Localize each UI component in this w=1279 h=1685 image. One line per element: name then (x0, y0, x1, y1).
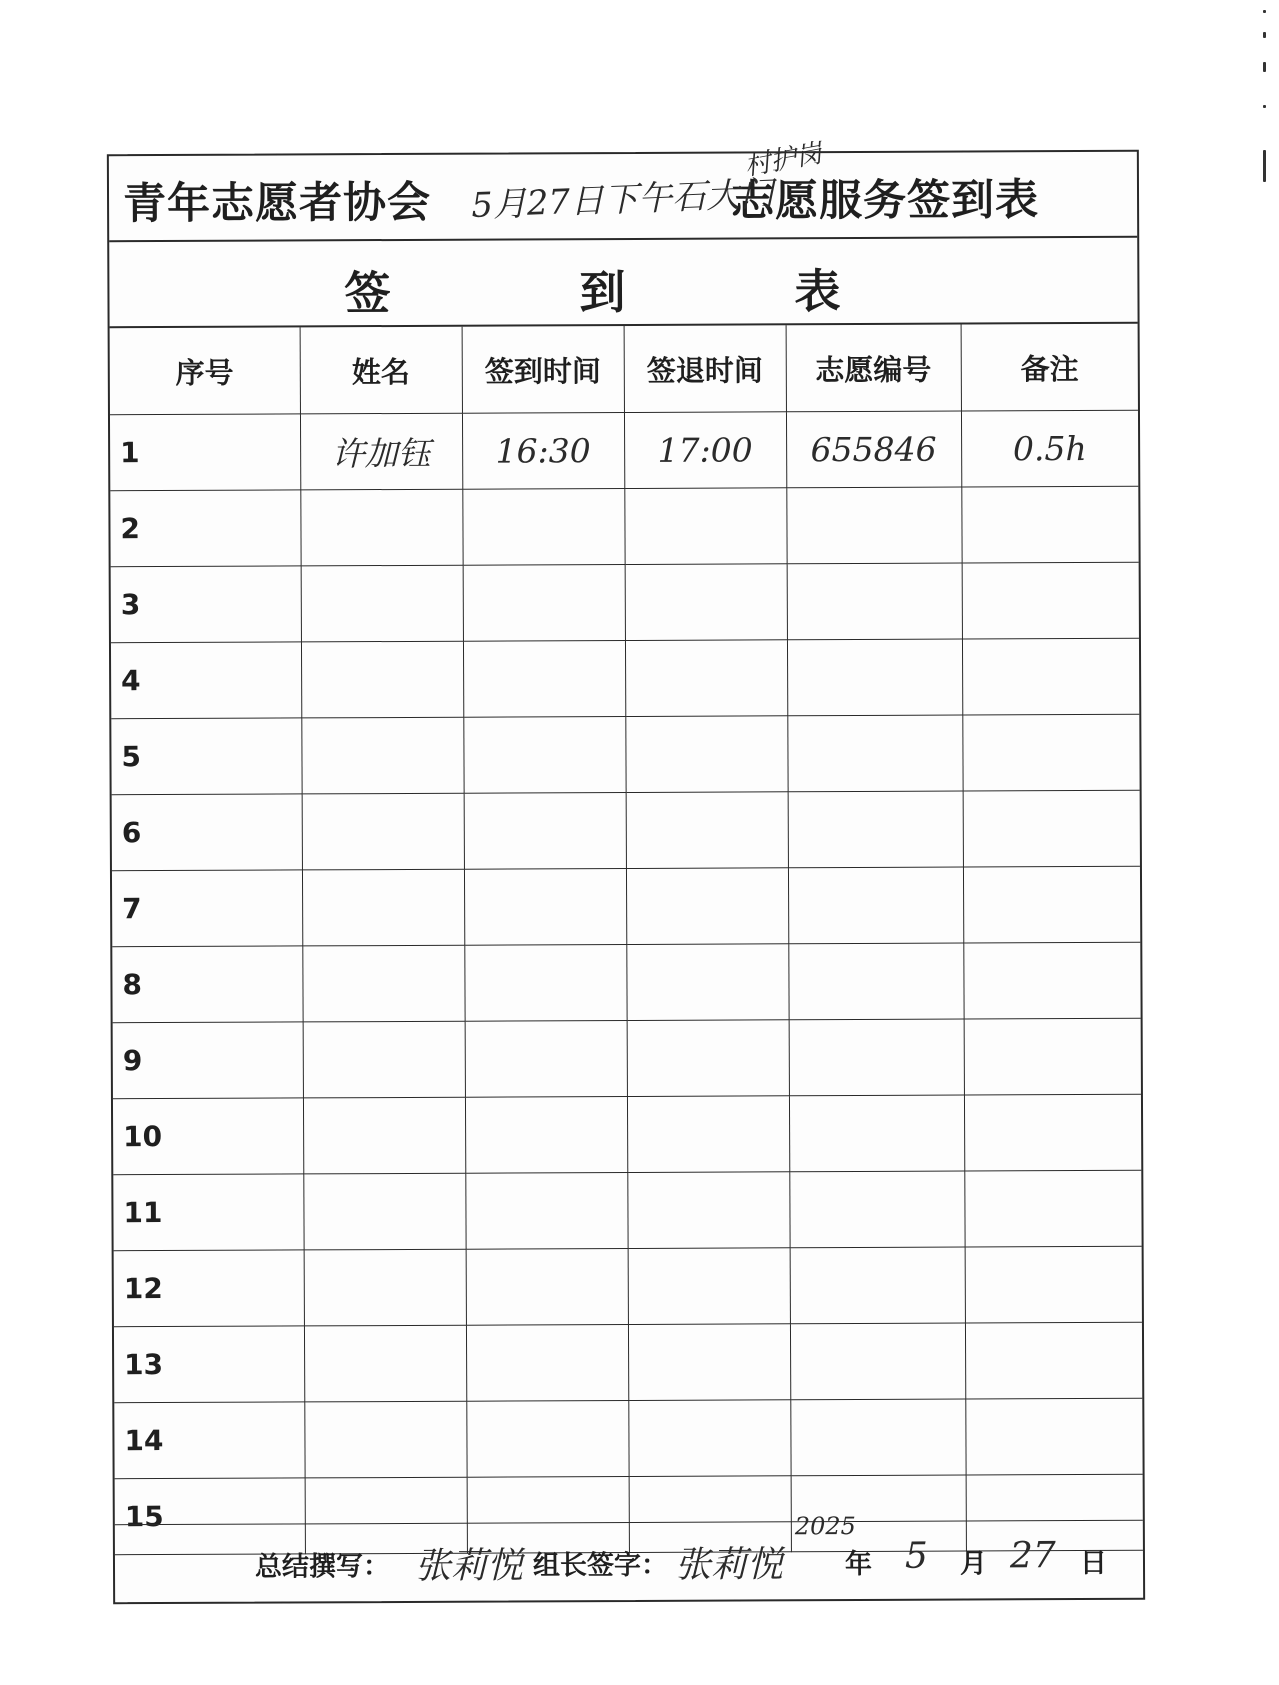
cell-sign-in-time (465, 1172, 627, 1249)
cell-sign-in-time (463, 717, 625, 794)
cell-sign-out-time-text (627, 982, 788, 983)
col-header-index: 序号 (110, 327, 300, 414)
cell-sign-in-time-text (467, 1362, 628, 1363)
month-value: 5 (904, 1535, 928, 1577)
cell-note-text (963, 676, 1139, 677)
cell-volunteer-id (786, 487, 961, 564)
cell-index: 3 (111, 566, 301, 643)
cell-volunteer-id (787, 639, 962, 716)
cell-note (961, 410, 1138, 487)
cell-name-text (302, 679, 463, 680)
cell-sign-out-time-text (627, 906, 788, 907)
col-header-name: 姓名 (300, 327, 462, 414)
cell-note-text (966, 1436, 1142, 1437)
cell-name-text (302, 831, 463, 832)
cell-note-text (963, 828, 1139, 829)
title-handwritten-event: 5月27日下午石大门 (470, 174, 775, 226)
cell-name (303, 1097, 465, 1174)
cell-sign-in-time-text (463, 527, 624, 528)
table-row (110, 486, 1138, 566)
cell-sign-in-time (466, 1400, 628, 1477)
title-row (109, 138, 1137, 242)
cell-note (963, 942, 1140, 1019)
month-label: 月 (959, 1548, 988, 1580)
cell-sign-out-time (628, 1248, 790, 1325)
cell-name (304, 1325, 466, 1402)
cell-volunteer-id-text (789, 905, 963, 906)
cell-volunteer-id (788, 791, 963, 868)
cell-index: 14 (114, 1402, 304, 1479)
cell-sign-out-time (625, 640, 787, 717)
cell-name (301, 641, 463, 718)
cell-note-text (966, 1360, 1142, 1361)
cell-volunteer-id-text (788, 677, 962, 678)
cell-sign-out-time (627, 1172, 789, 1249)
cell-note (964, 1170, 1141, 1247)
cell-index: 2 (110, 490, 300, 567)
cell-sign-out-time-text (627, 1058, 788, 1059)
cell-volunteer-id-text (791, 1437, 965, 1438)
table-row (112, 790, 1140, 870)
cell-note-text (962, 600, 1138, 601)
year-label: 年 (844, 1548, 873, 1581)
cell-sign-in-time (464, 793, 626, 870)
cell-note-text (962, 524, 1138, 525)
subtitle-char-1: 签 (344, 266, 391, 321)
cell-note (962, 562, 1139, 639)
scan-edge-marks (1263, 0, 1273, 220)
table-row (114, 1322, 1142, 1402)
cell-note-text (965, 1132, 1141, 1133)
cell-note (962, 714, 1139, 791)
sign-in-sheet (107, 138, 1145, 1604)
title-handwritten-location: 村护岗 (742, 138, 825, 182)
cell-sign-out-time-text (628, 1134, 789, 1135)
sign-in-table (110, 324, 1143, 1555)
cell-note-text (964, 1056, 1140, 1057)
cell-sign-out-time-text (625, 602, 786, 603)
cell-sign-out-time-text (628, 1286, 789, 1287)
cell-volunteer-id (788, 943, 963, 1020)
cell-name-text (302, 755, 463, 756)
summary-label: 总结撰写： (254, 1551, 391, 1583)
cell-volunteer-id (790, 1323, 965, 1400)
cell-name-text: 许加钰 (331, 433, 431, 474)
cell-note (962, 638, 1139, 715)
cell-sign-out-time (627, 1096, 789, 1173)
leader-label: 组长签字： (532, 1549, 669, 1582)
cell-sign-in-time-text (465, 1059, 626, 1060)
cell-sign-in-time (462, 489, 624, 566)
cell-note-text (964, 980, 1140, 981)
cell-sign-out-time (626, 868, 788, 945)
cell-volunteer-id (790, 1399, 965, 1476)
cell-sign-in-time (464, 869, 626, 946)
cell-volunteer-id-text (788, 753, 962, 754)
cell-sign-in-time-text (466, 1286, 627, 1287)
cell-sign-in-time-text (465, 907, 626, 908)
cell-volunteer-id-text (789, 1057, 963, 1058)
cell-note (961, 486, 1138, 563)
cell-name-text (304, 1287, 465, 1288)
subtitle-char-2: 到 (579, 264, 626, 320)
cell-sign-in-time (465, 1096, 627, 1173)
cell-index: 9 (113, 1022, 303, 1099)
cell-index: 1 (110, 414, 300, 491)
cell-name (303, 1173, 465, 1250)
day-value: 27 (1009, 1535, 1056, 1577)
cell-name (303, 1021, 465, 1098)
col-header-sign-out: 签退时间 (624, 325, 786, 412)
cell-sign-out-time-text: 17:00 (657, 430, 753, 470)
col-header-sign-in: 签到时间 (462, 326, 624, 413)
cell-sign-out-time (625, 716, 787, 793)
cell-index: 11 (113, 1174, 303, 1251)
cell-volunteer-id-text (790, 1285, 964, 1286)
cell-volunteer-id (789, 1095, 964, 1172)
cell-volunteer-id (788, 867, 963, 944)
cell-sign-in-time (462, 413, 624, 490)
cell-volunteer-id-text (790, 1133, 964, 1134)
cell-name-text (305, 1439, 466, 1440)
table-row (113, 1170, 1141, 1250)
cell-sign-out-time-text (626, 830, 787, 831)
cell-volunteer-id (789, 1019, 964, 1096)
table-row (114, 1398, 1142, 1478)
cell-name-text (303, 907, 464, 908)
cell-sign-in-time-text (466, 1134, 627, 1135)
cell-sign-out-time-text (628, 1210, 789, 1211)
cell-sign-out-time (626, 792, 788, 869)
cell-name (304, 1249, 466, 1326)
cell-sign-in-time-text (464, 755, 625, 756)
cell-name-text (305, 1363, 466, 1364)
cell-note (965, 1398, 1142, 1475)
title-suffix: 志愿服务签到表 (730, 175, 1040, 227)
cell-sign-in-time (465, 1020, 627, 1097)
cell-index: 5 (111, 718, 301, 795)
cell-note-text: 0.5h (1012, 428, 1087, 469)
title-prefix: 青年志愿者协会 (122, 177, 432, 230)
cell-note (964, 1094, 1141, 1171)
cell-name-text (305, 1515, 466, 1516)
year-value: 2025 (794, 1512, 856, 1541)
cell-sign-in-time (466, 1248, 628, 1325)
cell-sign-in-time-text (464, 831, 625, 832)
cell-sign-out-time (625, 564, 787, 641)
col-header-volunteer-id: 志愿编号 (786, 325, 961, 412)
table-row (114, 1246, 1142, 1326)
cell-sign-out-time (624, 412, 786, 489)
cell-name (301, 565, 463, 642)
cell-name (304, 1401, 466, 1478)
cell-index: 6 (112, 794, 302, 871)
cell-sign-in-time-text (464, 679, 625, 680)
cell-name-text (304, 1211, 465, 1212)
cell-sign-in-time (463, 565, 625, 642)
cell-index: 10 (113, 1098, 303, 1175)
table-row (113, 1094, 1141, 1174)
cell-sign-in-time (463, 641, 625, 718)
table-row (112, 866, 1140, 946)
cell-volunteer-id (786, 411, 961, 488)
cell-volunteer-id (787, 563, 962, 640)
cell-sign-out-time-text (629, 1514, 790, 1515)
table-row (112, 942, 1140, 1022)
cell-name (302, 945, 464, 1022)
cell-sign-in-time-text (465, 983, 626, 984)
cell-note-text (963, 752, 1139, 753)
cell-note-text (964, 904, 1140, 905)
cell-note-text (965, 1284, 1141, 1285)
cell-note-text (966, 1512, 1142, 1513)
cell-sign-out-time (627, 1020, 789, 1097)
cell-volunteer-id (789, 1171, 964, 1248)
cell-sign-out-time (628, 1324, 790, 1401)
cell-index: 7 (112, 870, 302, 947)
table-row (111, 714, 1139, 794)
cell-sign-out-time (626, 944, 788, 1021)
cell-name (300, 489, 462, 566)
cell-sign-out-time-text (626, 754, 787, 755)
cell-note (963, 866, 1140, 943)
cell-sign-in-time (464, 944, 626, 1021)
summary-signature: 张莉悦 (414, 1545, 524, 1587)
cell-name-text (301, 603, 462, 604)
cell-note (965, 1246, 1142, 1323)
cell-name (302, 793, 464, 870)
day-label: 日 (1079, 1547, 1108, 1580)
cell-volunteer-id-text (790, 1209, 964, 1210)
cell-index: 12 (114, 1250, 304, 1327)
cell-sign-out-time-text (625, 526, 786, 527)
cell-sign-out-time-text (629, 1438, 790, 1439)
cell-sign-in-time-text (463, 603, 624, 604)
cell-sign-out-time-text (626, 678, 787, 679)
cell-note (963, 790, 1140, 867)
cell-volunteer-id (790, 1247, 965, 1324)
cell-index: 8 (112, 946, 302, 1023)
cell-volunteer-id-text (789, 981, 963, 982)
table-row (110, 410, 1138, 490)
subtitle-char-3: 表 (794, 264, 841, 319)
cell-volunteer-id (787, 715, 962, 792)
cell-index: 13 (114, 1326, 304, 1403)
cell-name-text (303, 1059, 464, 1060)
cell-sign-in-time-text (467, 1514, 628, 1515)
cell-volunteer-id-text (787, 525, 961, 526)
cell-note (964, 1018, 1141, 1095)
cell-note (965, 1322, 1142, 1399)
subtitle-row (109, 238, 1137, 328)
cell-name (300, 413, 462, 490)
leader-signature: 张莉悦 (674, 1544, 784, 1586)
cell-sign-in-time-text: 16:30 (495, 431, 591, 471)
cell-sign-out-time-text (629, 1362, 790, 1363)
cell-sign-in-time-text (467, 1438, 628, 1439)
table-header-row (110, 324, 1138, 415)
table-row (113, 1018, 1141, 1098)
cell-volunteer-id-text (791, 1361, 965, 1362)
cell-note-text (965, 1208, 1141, 1209)
cell-index: 4 (111, 642, 301, 719)
cell-sign-out-time (628, 1400, 790, 1477)
cell-volunteer-id-text: 655846 (810, 429, 937, 470)
cell-sign-in-time-text (466, 1210, 627, 1211)
cell-sign-out-time (624, 488, 786, 565)
table-row (111, 562, 1139, 642)
cell-sign-in-time (466, 1324, 628, 1401)
cell-name-text (304, 1135, 465, 1136)
cell-name-text (301, 527, 462, 528)
cell-volunteer-id-text (788, 829, 962, 830)
table-row (111, 638, 1139, 718)
cell-volunteer-id-text (787, 601, 961, 602)
cell-name (301, 717, 463, 794)
cell-name (302, 869, 464, 946)
col-header-note: 备注 (961, 324, 1138, 411)
cell-name-text (303, 983, 464, 984)
cell-index: 15 (115, 1478, 305, 1555)
